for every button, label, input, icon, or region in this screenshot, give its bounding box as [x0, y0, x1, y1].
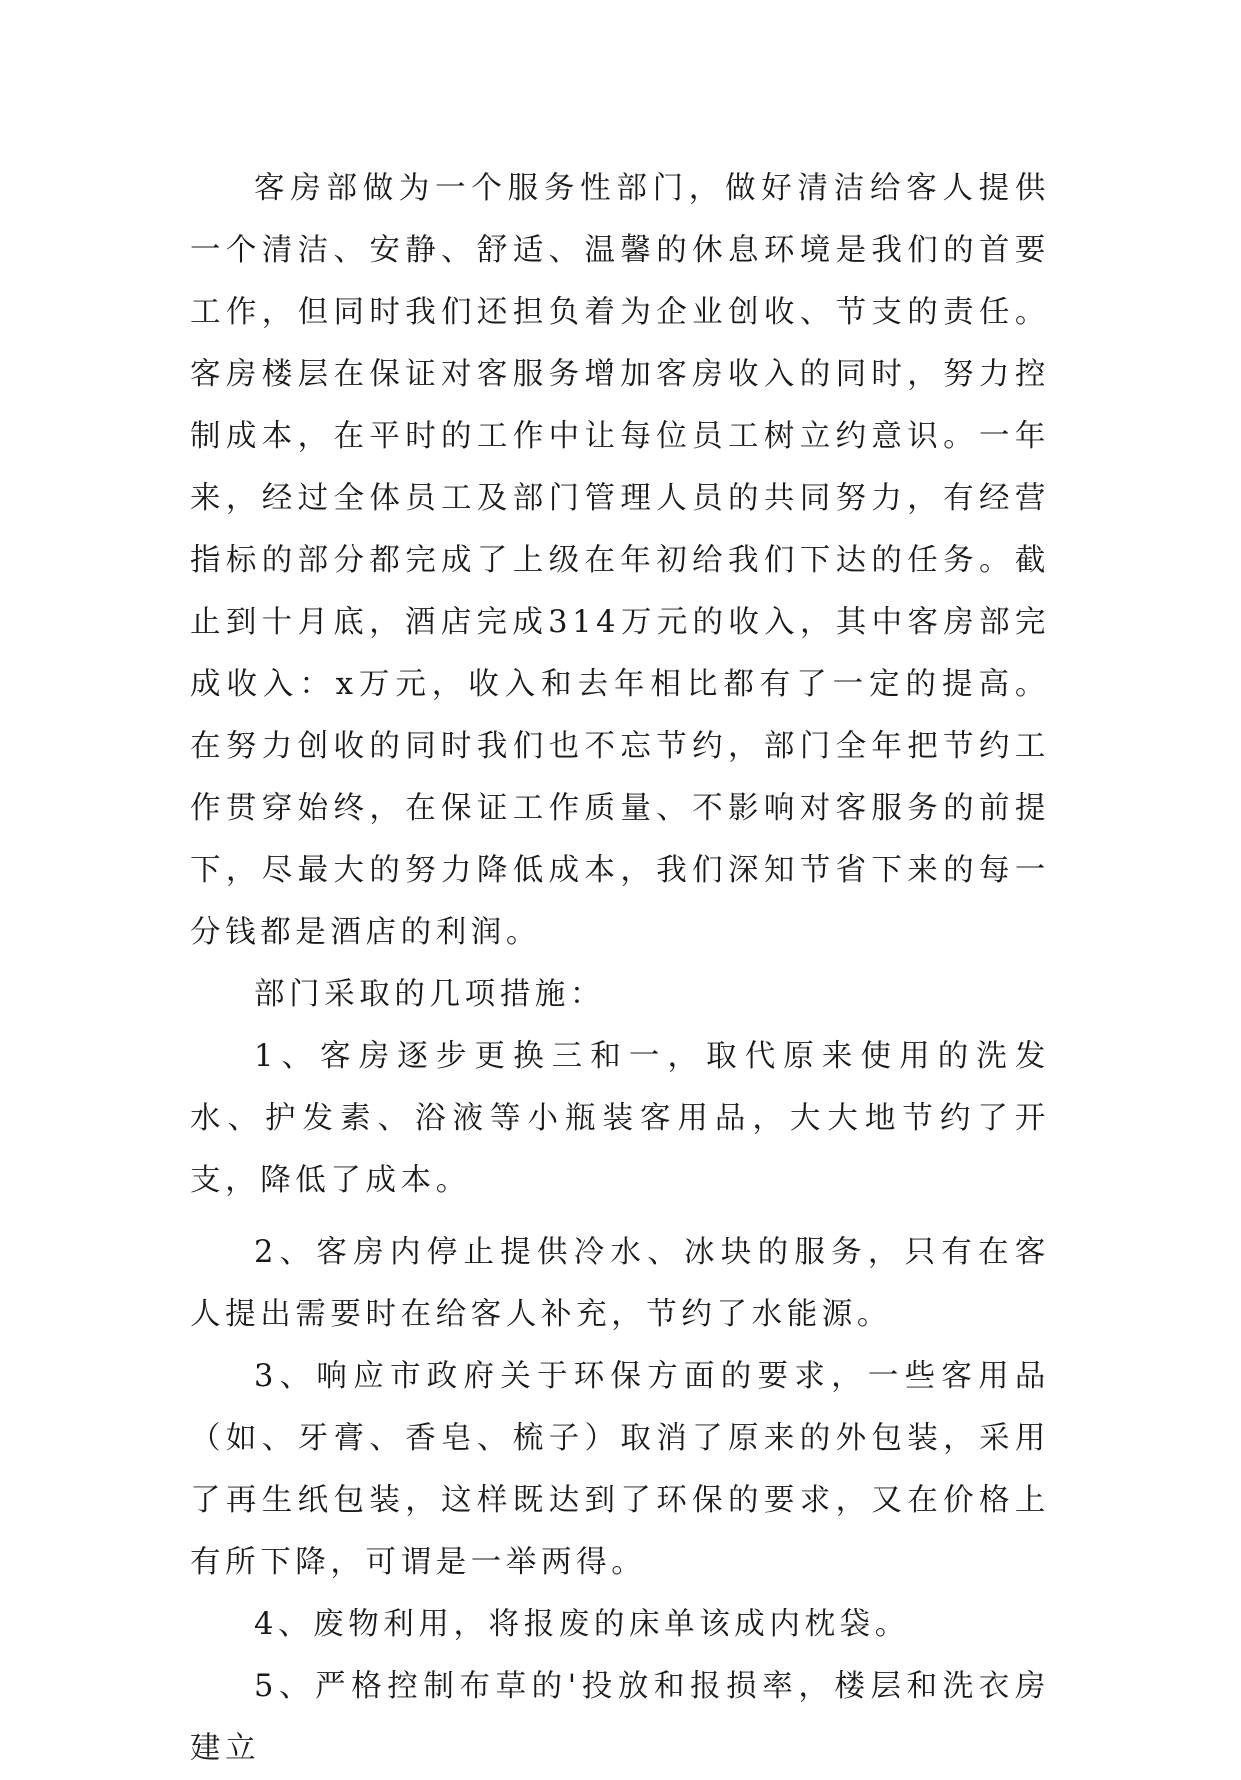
- paragraph-measure-2: 2、客房内停止提供冷水、冰块的服务，只有在客人提出需要时在给客人补充，节约了水能源。: [190, 1235, 1050, 1332]
- paragraph-measure-5: 5、严格控制布草的'投放和报损率，楼层和洗衣房建立: [190, 1669, 1050, 1766]
- paragraph-measures-heading: 部门采取的几项措施：: [254, 977, 605, 1012]
- paragraph-measure-4: 4、废物利用，将报废的床单该成内枕袋。: [254, 1607, 910, 1642]
- paragraph-measure-3: 3、响应市政府关于环保方面的要求，一些客用品（如、牙膏、香皂、梳子）取消了原来的外包装，采用了再生纸包装，这样既达到了环保的要求，又在价格上有所下降，可谓是一举两得。: [190, 1359, 1050, 1580]
- paragraph-revenue-cost-control: 客房部做为一个服务性部门，做好清洁给客人提供一个清洁、安静、舒适、温馨的休息环境是我们的首要工作，但同时我们还担负着为企业创收、节支的责任。客房楼层在保证对客服务增加客房收入的同时，努力控制成本，在平时的工作中让每位员工树立约意识。一年来，经过全体员工及部门管理人员的共同努力，有经营指标的部分都完成了上级在年初给我们下达的任务。截止到十月底，酒店完成314万元的收入，其中客房部完成收入：x万元，收入和去年相比都有了一定的提高。在努力创收的同时我们也不忘节约，部门全年把节约工作贯穿始终，在保证工作质量、不影响对客服务的前提下，尽最大的努力降低成本，我们深知节省下来的每一分钱都是酒店的利润。: [190, 171, 1050, 950]
- paragraph-measure-1: 1、客房逐步更换三和一，取代原来使用的洗发水、护发素、浴液等小瓶装客用品，大大地节约了开支，降低了成本。: [190, 1039, 1050, 1198]
- document-body: [190, 158, 1050, 1780]
